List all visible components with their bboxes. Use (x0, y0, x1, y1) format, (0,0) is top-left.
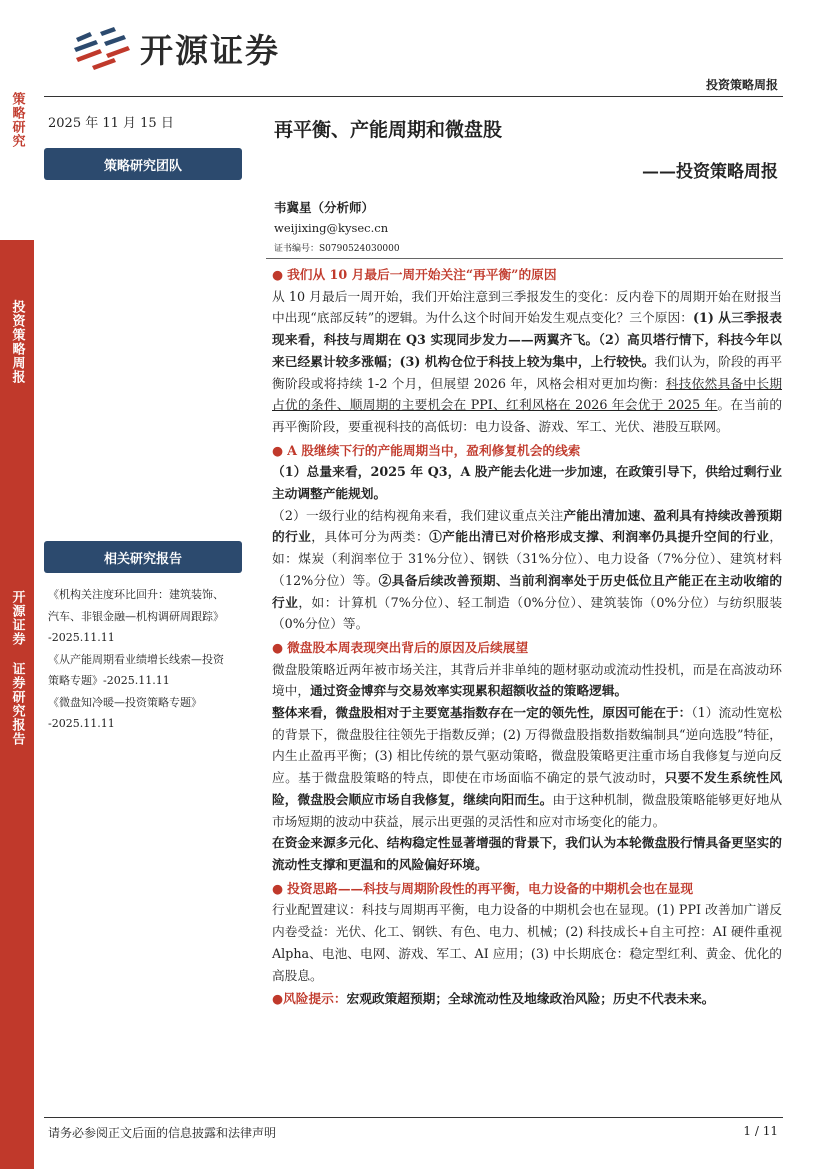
risk-label: 风险提示： (283, 991, 347, 1007)
bullet-icon: ● (272, 267, 284, 282)
section-heading-microcap (272, 637, 782, 659)
bold-span: ①产能出清已对价格形成支撑、利润率仍具提升空间的行业 (429, 529, 770, 545)
bullet-icon: ● (272, 991, 284, 1007)
section-heading-text: 微盘股本周表现突出背后的原因及后续展望 (287, 639, 529, 655)
analyst-name: 韦冀星（分析师） (274, 200, 375, 215)
report-subtitle: ——投资策略周报 (642, 162, 778, 182)
underline-span: 科技依然具备中长期占优的条件、顺周期的主要机会在 PPI、红利风格在 2026 年会优于 2025 年 (272, 375, 783, 413)
page-number: 1 / 11 (743, 1124, 778, 1138)
analyst-cert: 证书编号：S0790524030000 (274, 244, 400, 254)
header-divider (44, 96, 783, 97)
related-reports-label: 相关研究报告 (44, 541, 242, 573)
sidebar-label-brand: 开源证券 证券研究报告 (9, 590, 25, 746)
footer-divider (44, 1117, 783, 1118)
risk-warning (272, 988, 782, 1010)
text-span: ，具体可分为两类： (311, 529, 430, 545)
sidebar-label-strategy: 策略研究 (9, 92, 25, 148)
meta-divider (266, 258, 783, 259)
risk-text: 宏观政策超预期；全球流动性及地缘政治风险；历史不代表未来。 (346, 991, 715, 1007)
text-span: （1）流动性宽松的背景下，微盘股往往领先于指数反弹；(2) 万得微盘股指数指数编制具“逆向选股”特征，内生止盈再平衡；(3) 相比传统的景气驱动策略，微盘股策略更注重市场自我修复与逆向反应。基于微盘股策略的特点，即使在市场面临不确定的景气波动时， (272, 705, 782, 786)
text-span: 从 10 月最后一周开始，我们开始注意到三季报发生的变化：反内卷下的周期开始在财报当中出现“底部反转”的逻辑。为什么这个时间开始发生观点变化？三个原因： (272, 288, 782, 326)
bullet-icon: ● (272, 442, 284, 458)
analyst-email[interactable]: weijixing@kysec.cn (274, 221, 389, 235)
team-label-box: 策略研究团队 (44, 148, 242, 180)
sidebar-label-weekly: 投资策略周报 (9, 300, 25, 384)
related-report-line[interactable]: 《微盘知冷暖—投资策略专题》 (48, 695, 202, 709)
text-span: ，如：煤炭（利润率位于 31%分位）、钢铁（31%分位）、电力设备（7%分位）、建筑材料（12%分位）等。 (272, 529, 783, 588)
bold-span: 只要不发生系统性风险，微盘股会顺应市场自我修复，继续向阳而生。 (272, 770, 783, 807)
section-heading-strategy (272, 878, 782, 900)
section-heading-rebalance (272, 264, 782, 286)
bullet-icon: ● (272, 639, 284, 655)
report-type-label: 投资策略周报 (705, 78, 778, 92)
bold-span: 产能出清加速、盈利具有持续改善预期的行业 (272, 507, 782, 545)
related-report-line: -2025.11.11 (48, 631, 115, 644)
section-heading-text: 投资思路——科技与周期阶段性的再平衡，电力设备的中期机会也在显现 (287, 880, 694, 896)
sidebar-bottom (0, 468, 34, 1169)
text-span: 我们认为，阶段的再平衡阶段或将持续 1-2 个月，但展望 2026 年，风格会相对更加均衡： (272, 353, 783, 391)
text-span: ，如：计算机（7%分位）、轻工制造（0%分位）、建筑装饰（0%分位）与纺织服装（0%分位）等。 (272, 594, 783, 632)
paragraph-microcap-3: 在资金来源多元化、结构稳定性显著增强的背景下，我们认为本轮微盘股行情具备更坚实的流动性支撑和更温和的风险偏好环境。 (272, 835, 782, 872)
report-date: 2025 年 11 月 15 日 (48, 116, 174, 131)
section-heading-text: 我们从 10 月最后一周开始关注“再平衡”的原因 (287, 267, 557, 282)
text-span: 。在当前的再平衡阶段，要重视科技的高低切：电力设备、游戏、军工、光伏、港股互联网。 (272, 397, 783, 434)
section-heading-text: A 股继续下行的产能周期当中，盈利修复机会的线索 (287, 442, 581, 458)
related-report-line[interactable]: 《机构关注度环比回升：建筑装饰、 (48, 588, 224, 601)
brand-logo (70, 24, 280, 72)
bullet-icon: ● (272, 880, 284, 896)
paragraph-strategy: 行业配置建议：科技与周期再平衡，电力设备的中期机会也在显现。(1) PPI 改善加广谱反内卷受益：光伏、化工、钢铁、有色、电力、机械；(2) 科技成长+自主可控：AI 硬件重视 Alpha、电池、电网、游戏、军工、AI 应用；(3) 中长期底仓：稳定型红利、黄金、优化的高股息。 (272, 902, 782, 983)
brand-logo-icon (70, 24, 132, 72)
bold-span: 通过资金博弈与交易效率实现累积超额收益的策略逻辑。 (310, 683, 628, 699)
text-span: （2）一级行业的结构视角来看，我们建议重点关注 (272, 507, 564, 523)
footer-disclaimer: 请务必参阅正文后面的信息披露和法律声明 (48, 1126, 277, 1140)
paragraph-capacity-1: （1）总量来看，2025 年 Q3，A 股产能去化进一步加速，在政策引导下，供给过剩行业主动调整产能规划。 (272, 464, 782, 502)
text-span: 微盘股策略近两年被市场关注，其背后并非单纯的题材驱动或流动性投机，而是在高波动环境中， (272, 661, 782, 699)
text-span: 由于这种机制，微盘股策略能够更好地从市场短期的波动中获益，展示出更强的灵活性和应对市场变化的能力。 (272, 791, 783, 829)
section-heading-capacity (272, 440, 782, 462)
related-report-line[interactable]: 策略专题》-2025.11.11 (48, 674, 170, 687)
main-content (272, 264, 782, 1010)
report-title: 再平衡、产能周期和微盘股 (274, 119, 503, 141)
bold-span: (1) 从三季报表现来看，科技与周期在 Q3 实现同步发力——两翼齐飞。（2）高贝塔行情下，科技今年以来已经累计较多涨幅；(3) 机构仓位于科技上较为集中，上行较快。 (272, 310, 782, 369)
related-report-line[interactable]: 《从产能周期看业绩增长线索—投资 (48, 652, 224, 666)
paragraph-capacity-2 (272, 505, 782, 635)
brand-name: 开源证券 (140, 30, 280, 70)
paragraph-microcap-2 (272, 702, 782, 832)
paragraph-rebalance (272, 286, 782, 438)
paragraph-microcap-1 (272, 659, 782, 702)
bold-span: ②具备后续改善预期、当前利润率处于历史低位且产能正在主动收缩的行业 (272, 572, 783, 610)
related-reports-list (48, 584, 248, 735)
related-report-line[interactable]: 汽车、非银金融—机构调研周跟踪》 (48, 609, 224, 623)
bold-span: 整体来看，微盘股相对于主要宽基指数存在一定的领先性，原因可能在于： (272, 705, 692, 721)
related-report-line: -2025.11.11 (48, 717, 115, 730)
